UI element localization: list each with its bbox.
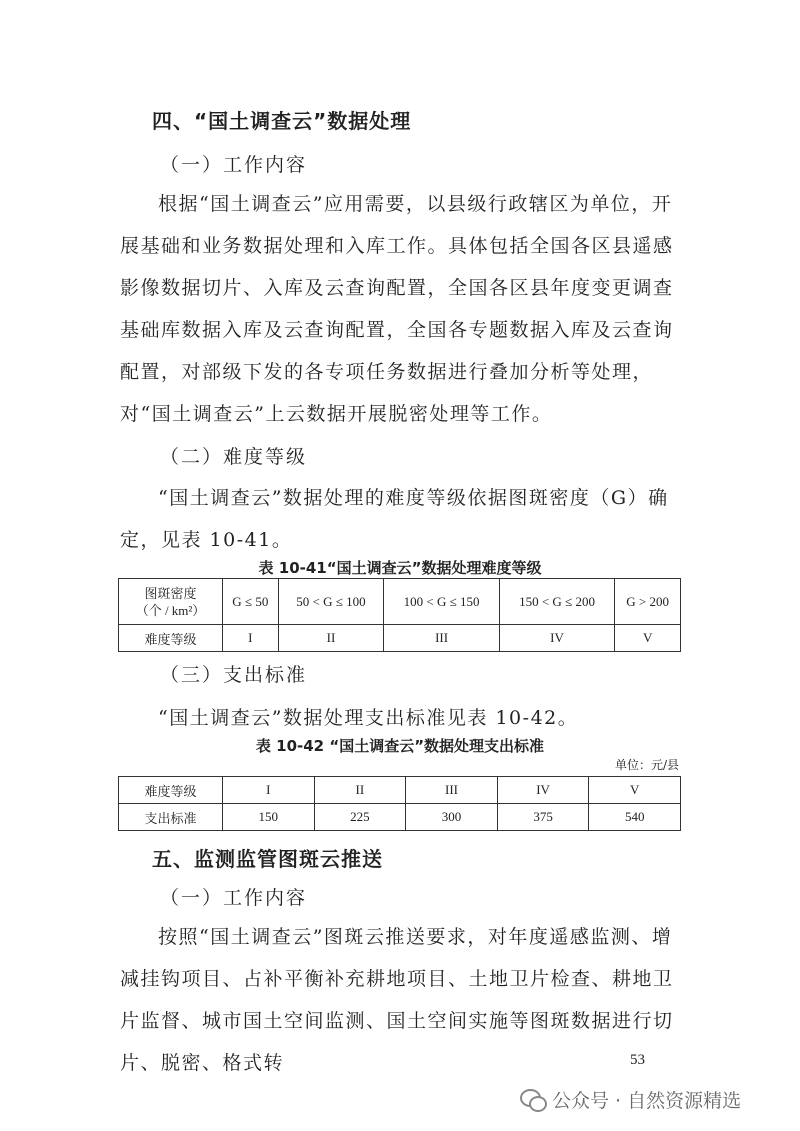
wechat-icon — [520, 1089, 546, 1111]
section-4-3-title: （三）支出标准 — [160, 664, 308, 686]
table-cell: III — [384, 625, 499, 652]
table-cell: IV — [497, 777, 589, 804]
page-number: 53 — [630, 1052, 645, 1068]
table-cell: 300 — [406, 804, 498, 831]
header-line: （个 / km²） — [135, 602, 206, 618]
table-cell: 150 < G ≤ 200 — [499, 579, 614, 625]
table-cell: G > 200 — [615, 579, 681, 625]
table-10-41-caption: 表 10-41“国土调查云”数据处理难度等级 — [258, 559, 542, 577]
table-row — [119, 625, 681, 652]
table-cell: 225 — [314, 804, 406, 831]
table-header-cell — [119, 579, 223, 625]
table-header-cell: 难度等级 — [119, 625, 223, 652]
table-header-cell: 难度等级 — [119, 777, 223, 804]
table-10-42-caption: 表 10-42 “国土调查云”数据处理支出标准 — [255, 737, 545, 755]
table-cell: I — [223, 625, 279, 652]
section-4-2-title: （二）难度等级 — [160, 446, 308, 468]
table-cell: 540 — [589, 804, 681, 831]
table-cell: I — [223, 777, 315, 804]
table-cell: V — [615, 625, 681, 652]
wechat-footer — [520, 1086, 741, 1113]
table-cell: 150 — [223, 804, 315, 831]
table-cell: 100 < G ≤ 150 — [384, 579, 499, 625]
table-cell: G ≤ 50 — [223, 579, 279, 625]
section-4-3-paragraph: “国土调查云”数据处理支出标准见表 10-42。 — [158, 707, 579, 729]
table-row — [119, 777, 681, 804]
footer-text: 公众号 · 自然资源精选 — [552, 1090, 742, 1112]
section-4-1-title: （一）工作内容 — [160, 154, 308, 176]
table-cell: 375 — [497, 804, 589, 831]
table-row — [119, 804, 681, 831]
table-cell: II — [314, 777, 406, 804]
table-cell: II — [278, 625, 384, 652]
header-line: 图斑密度 — [144, 585, 197, 601]
expenditure-table — [118, 776, 681, 831]
table-cell: III — [406, 777, 498, 804]
section-4-1-paragraph: 根据“国土调查云”应用需要，以县级行政辖区为单位，开展基础和业务数据处理和入库工作。具体包括全国各区县遥感影像数据切片、入库及云查询配置，全国各区县年度变更调查基础库数据入库及云查询配置，全国各专题数据入库及云查询配置，对部级下发的各专项任务数据进行叠加分析等处理，对“国土调查云”上云数据开展脱密处理等工作。 — [120, 193, 674, 425]
section-4-2-paragraph: “国土调查云”数据处理的难度等级依据图斑密度（G）确定，见表 10-41。 — [120, 487, 669, 551]
section-4-title: 四、“国土调查云”数据处理 — [152, 109, 412, 133]
table-cell: IV — [499, 625, 614, 652]
difficulty-table — [118, 578, 681, 652]
table-cell: V — [589, 777, 681, 804]
section-5-1-title: （一）工作内容 — [160, 887, 308, 909]
table-cell: 50 < G ≤ 100 — [278, 579, 384, 625]
section-5-1-paragraph: 按照“国土调查云”图斑云推送要求，对年度遥感监测、增减挂钩项目、占补平衡补充耕地项目、土地卫片检查、耕地卫片监督、城市国土空间监测、国土空间实施等图斑数据进行切片、脱密、格式转 — [120, 926, 674, 1074]
table-row — [119, 579, 681, 625]
table-header-cell: 支出标准 — [119, 804, 223, 831]
unit-label: 单位：元/县 — [614, 758, 679, 772]
section-5-title: 五、监测监管图斑云推送 — [152, 847, 383, 871]
